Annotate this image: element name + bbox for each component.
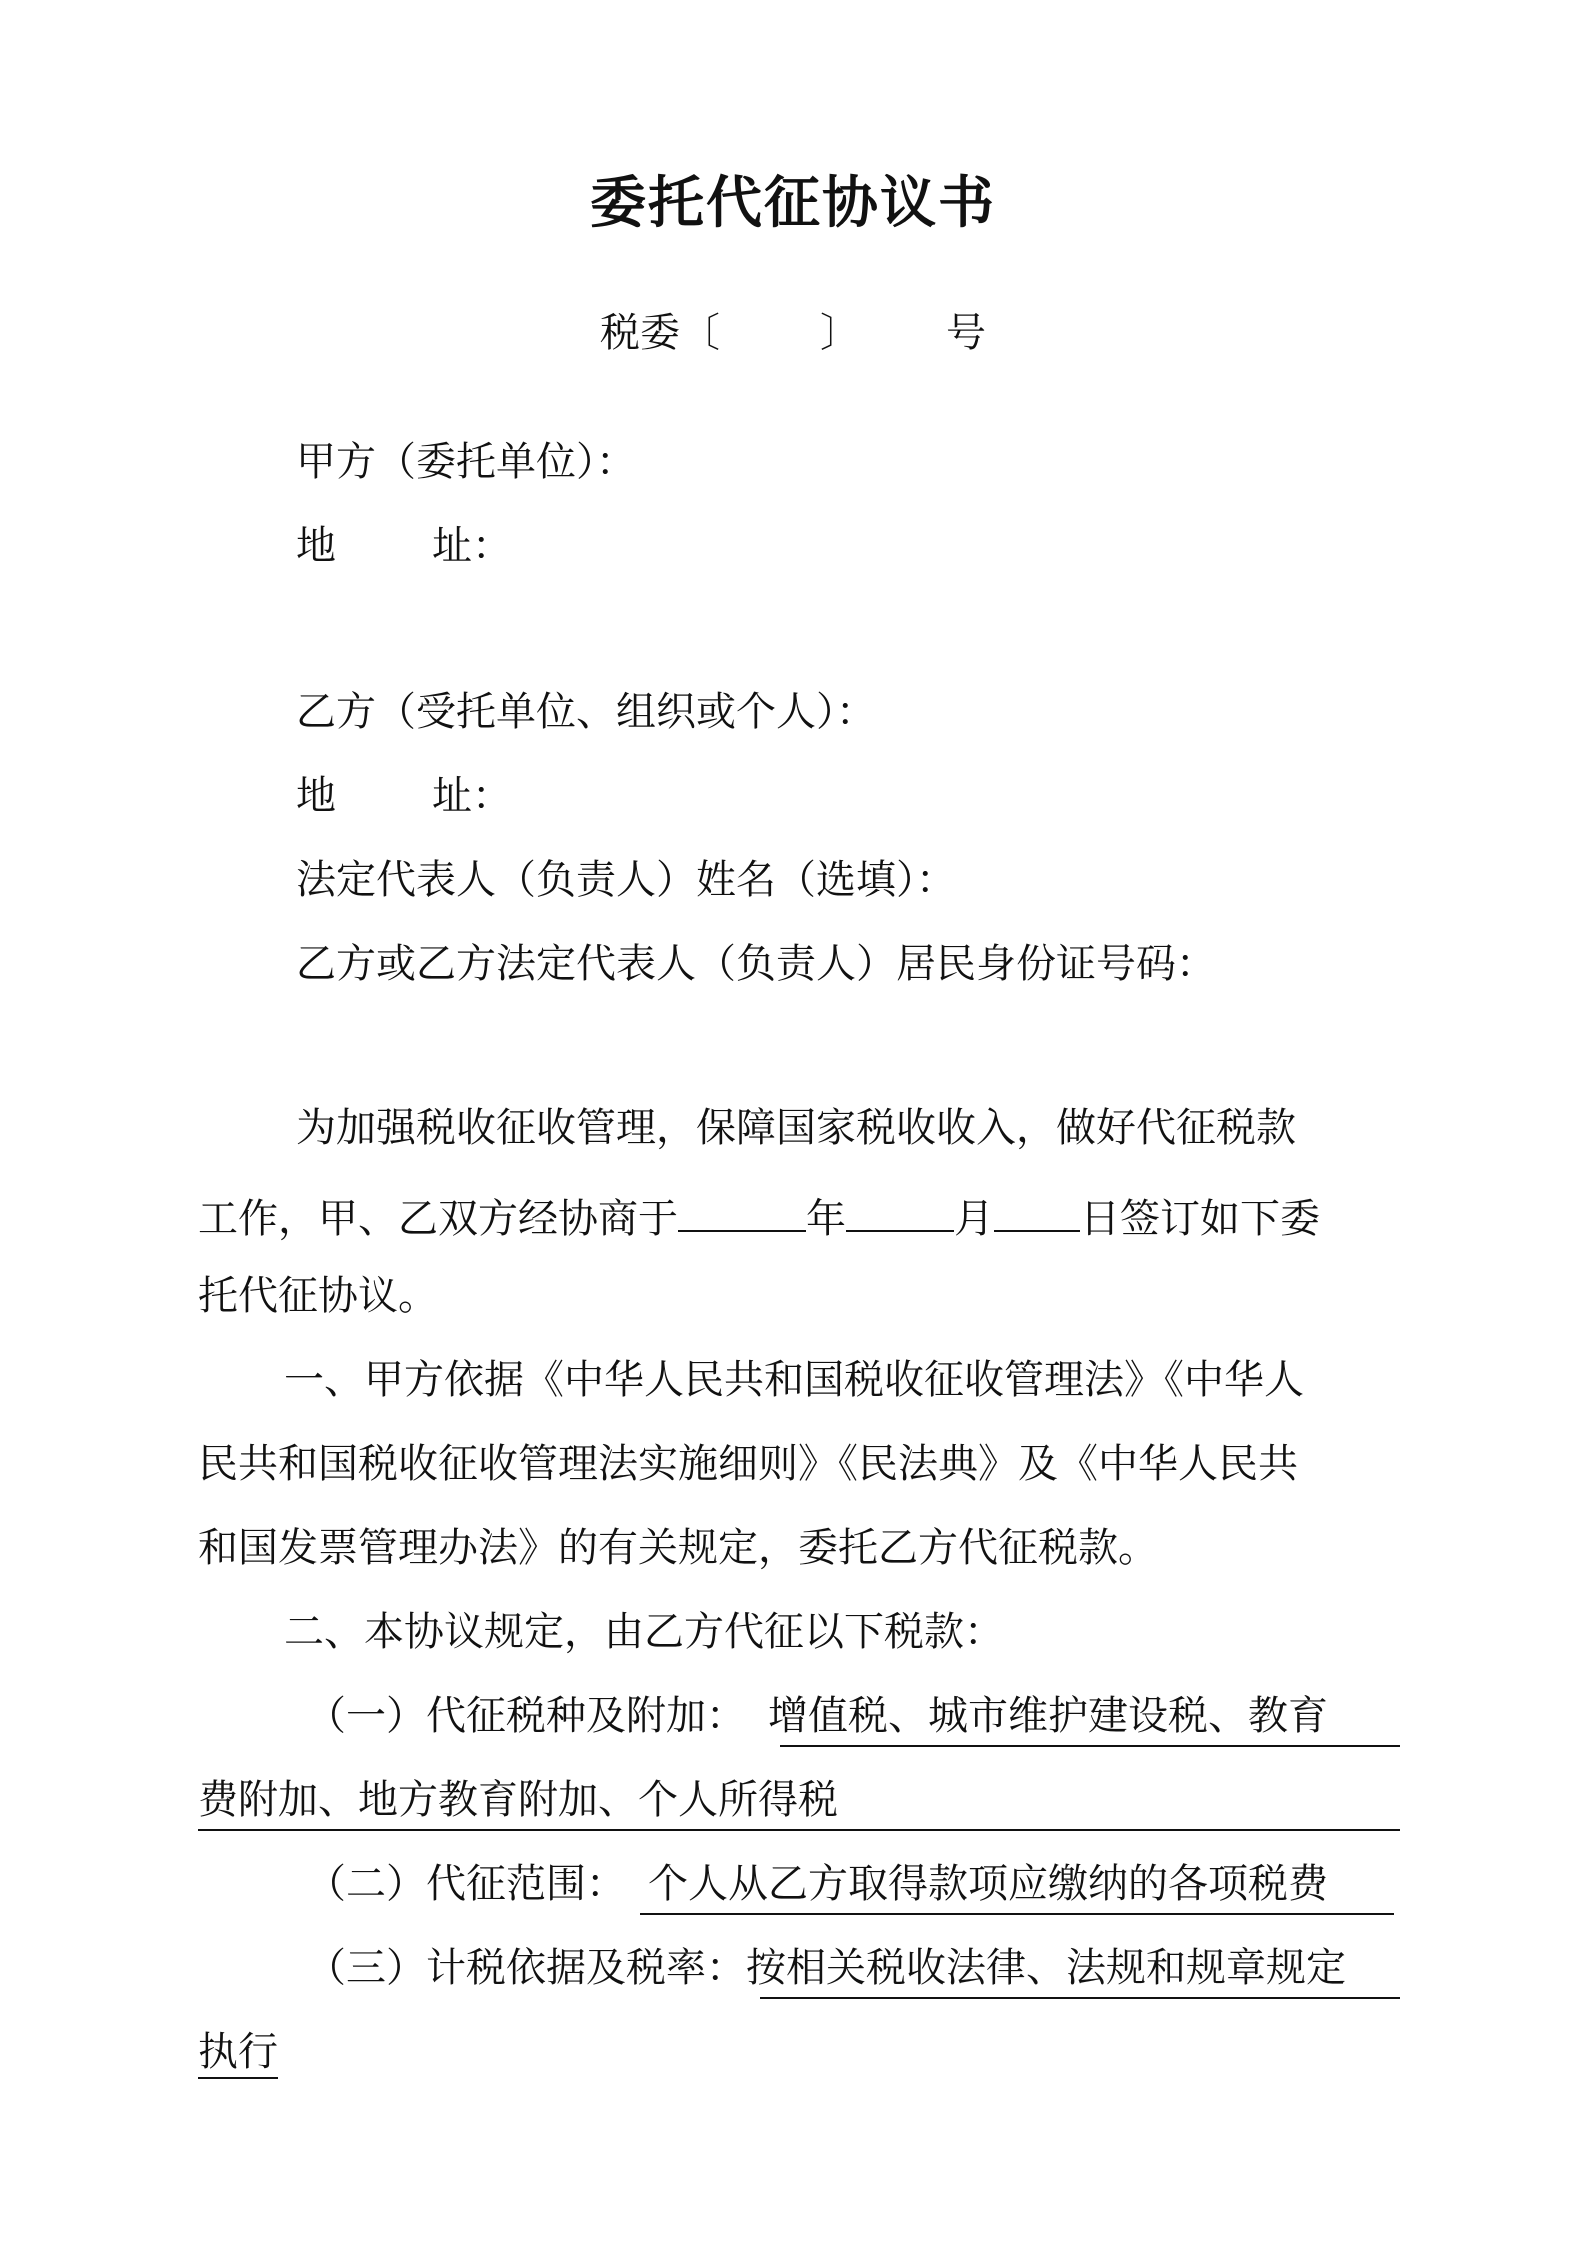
item-1-value-line-1: 增值税、城市维护建设税、教育: [768, 1693, 1328, 1739]
clause-1-line-3: 和国发票管理办法》的有关规定，委托乙方代征税款。: [198, 1525, 1158, 1571]
party-a-address-char1: 地: [296, 523, 336, 569]
party-a-address: [296, 518, 512, 574]
clause-2-heading: 二、本协议规定，由乙方代征以下税款：: [284, 1609, 1004, 1655]
item-1-label: （一）代征税种及附加：: [306, 1693, 746, 1739]
item-2-value: 个人从乙方取得款项应缴纳的各项税费: [648, 1861, 1328, 1907]
document-title: 委托代征协议书: [590, 171, 996, 236]
party-b-label: 乙方（受托单位、组织或个人）：: [296, 689, 876, 735]
party-b-id-number: 乙方或乙方法定代表人（负责人）居民身份证号码：: [296, 941, 1216, 987]
party-a-label: 甲方（委托单位）：: [296, 439, 636, 485]
intro-line-2-text: 工作，甲、乙双方经协商于: [198, 1196, 678, 1242]
month-blank: [846, 1184, 954, 1232]
intro-day: 日签订如下委: [1080, 1196, 1320, 1242]
item-2-underline: [640, 1913, 1394, 1915]
item-3-value-line-2: 执行: [198, 2029, 278, 2079]
clause-2-item-2: [198, 1856, 1400, 1912]
item-1-underline-1: [780, 1745, 1400, 1747]
year-blank: [678, 1184, 806, 1232]
day-blank: [994, 1184, 1080, 1232]
party-b-rep-name: 法定代表人（负责人）姓名（选填）：: [296, 857, 956, 903]
document-number: [0, 305, 1586, 361]
clause-1-line-2: 民共和国税收征收管理法实施细则》《民法典》及《中华人民共: [198, 1441, 1298, 1487]
item-3-value-line-1: 按相关税收法律、法规和规章规定: [746, 1945, 1346, 1991]
intro-month: 月: [954, 1196, 994, 1242]
item-1-value-line-2: 费附加、地方教育附加、个人所得税: [198, 1777, 838, 1823]
item-3-underline-1: [760, 1997, 1400, 1999]
docno-suffix: 号: [946, 310, 986, 356]
clause-2-item-3: [198, 1940, 1400, 1996]
item-3-label: （三）计税依据及税率：: [306, 1945, 746, 1991]
intro-year: 年: [806, 1196, 846, 1242]
party-b-address: [296, 768, 512, 824]
intro-line-1: 为加强税收征收管理，保障国家税收收入，做好代征税款: [296, 1105, 1296, 1151]
party-b-address-char2: 址：: [432, 773, 512, 819]
intro-line-3: 托代征协议。: [198, 1273, 438, 1319]
item-3-value-line-2-row: [198, 2024, 1400, 2080]
docno-close: 〕: [820, 310, 860, 356]
clause-2-item-1: [198, 1688, 1400, 1744]
docno-prefix: 税委〔: [600, 310, 720, 356]
item-2-label: （二）代征范围：: [306, 1861, 626, 1907]
clause-1-line-1: 一、甲方依据《中华人民共和国税收征收管理法》《中华人: [284, 1357, 1304, 1403]
item-1-underline-2: [198, 1829, 1400, 1831]
intro-line-2: [198, 1184, 1400, 1247]
party-a-address-char2: 址：: [432, 523, 512, 569]
party-b-address-char1: 地: [296, 773, 336, 819]
